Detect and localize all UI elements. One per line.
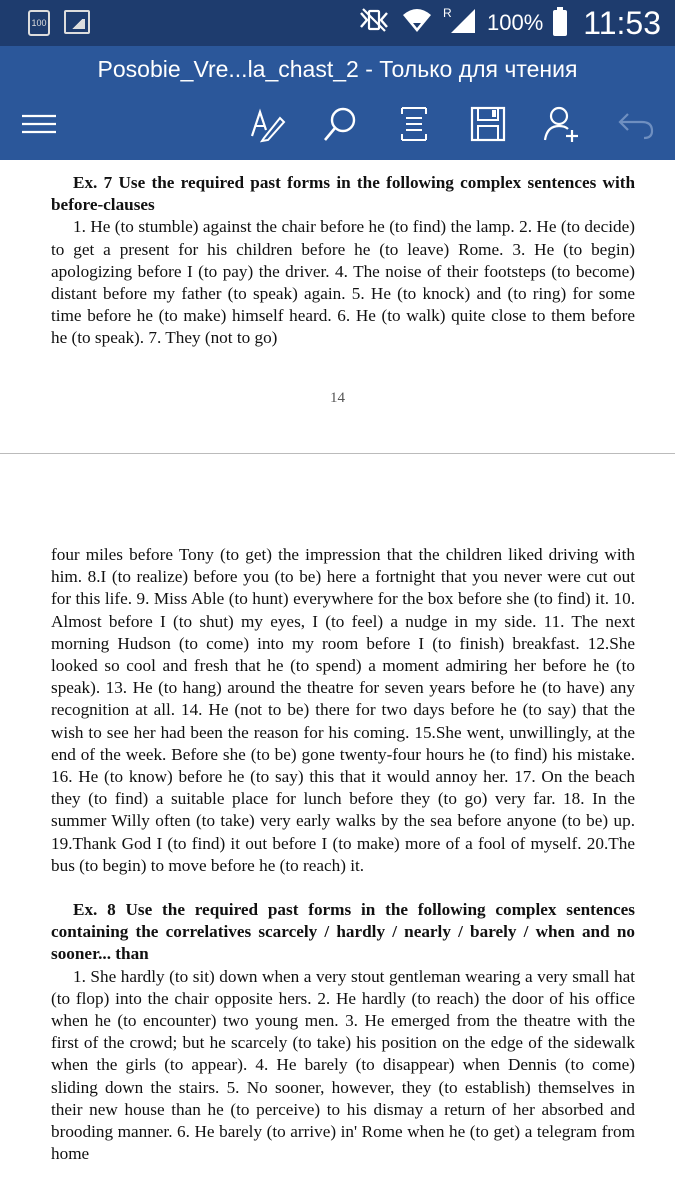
- edit-button[interactable]: [242, 100, 290, 148]
- gallery-icon: [64, 10, 90, 34]
- document-view[interactable]: [0, 160, 675, 1200]
- page-number: 14: [330, 390, 345, 406]
- exercise-7-body: 1. He (to stumble) against the chair before he (to find) the lamp. 2. He (to decide) to get a present for his children before he (to leave) Rome. 3. He (to begin) apologizing before I (to pay) the driver. 4. The noise of their footsteps (to become) distant before my father (to speak) again. 5. He (to knock) and (to ring) for some time before he (to make) himself heard. 6. He (to walk) quite close to them before he (to speak). 7. They (not to go): [51, 217, 635, 348]
- share-button[interactable]: [538, 100, 586, 148]
- page-15-text: [51, 544, 635, 1165]
- menu-icon: [18, 104, 58, 144]
- reading-view-button[interactable]: [390, 100, 438, 148]
- search-icon: [320, 104, 360, 144]
- exercise-7-heading: Ex. 7 Use the required past forms in the following complex sentences with before-clauses: [51, 173, 635, 215]
- exercise-8-body: 1. She hardly (to sit) down when a very stout gentleman wearing a very small hat (to flop) into the chair opposite hers. 2. He hardly (to reach) the door of his office when he (to encounter) two young men. 3. He emerged from the theatre with the first of the crowd; but he scarcely (to take) his position on the edge of the sidewalk when the girls (to appear). 4. He barely (to disappear) when Dennis (to come) sliding down the stairs. 5. No sooner, however, they (to establish) themselves in their new house than he (to perceive) to his dismay a return of her absorbed and brooding manner. 6. He barely (to arrive) in' Rome when he (to get) a telegram from home: [51, 966, 635, 1164]
- mute-vibrate-icon: [357, 7, 391, 39]
- battery-percentage: 100%: [487, 10, 544, 35]
- exercise-8-heading: Ex. 8 Use the required past forms in the following complex sentences containing the correlatives scarcely / hardly / nearly / barely / when and no sooner... than: [51, 900, 635, 964]
- clock: 11:53: [583, 4, 661, 41]
- share-person-icon: [542, 104, 582, 144]
- toolbar: [0, 100, 675, 150]
- status-bar: [0, 0, 675, 46]
- page-separator: [0, 453, 675, 454]
- menu-button[interactable]: [14, 100, 62, 148]
- reading-view-icon: [394, 104, 434, 144]
- notification-badge-text: 100: [31, 18, 47, 28]
- undo-icon: [616, 104, 656, 144]
- undo-button[interactable]: [612, 100, 660, 148]
- edit-pen-icon: [246, 104, 286, 144]
- signal-letter: R: [443, 6, 452, 20]
- wifi-icon: [401, 6, 433, 40]
- search-button[interactable]: [316, 100, 364, 148]
- page-14-text: [51, 172, 635, 350]
- exercise-7-continuation: four miles before Tony (to get) the impression that the children liked driving with him. 8.I (to realize) before you (to be) here a fortnight that you never were cut out for this life. 9. Miss Able (to hunt) everywhere for the box before she (to find) it. 10. Almost before I (to shut) my eyes, I (to feel) a nudge in my side. 11. The next morning Hudson (to come) into my room before I (to finish) breakfast. 12.She looked so cool and fresh that he (to spend) a moment admiring her before he (to speak). 13. He (to hang) around the theatre for seven years before he (to have) any recognition at all. 14. He (not to be) there for two days before he (to say) that the wish to see her had been the reason for his coming. 15.She went, unwillingly, at the end of the week. Before she (to be) gone twenty-four hours he (to find) his mistake. 16. He (to know) before he (to say) this that it would annoy her. 17. On the beach they (to find) a suitable place for lunch before they (to go) very far. 18. In the summer Willy often (to take) very early walks by the sea before anyone (to be) up. 19.Thank God I (to find) it out before I (to make) more of a fool of myself. 20.The bus (to begin) to move before he (to reach) it.: [51, 545, 635, 875]
- app-bar: [0, 46, 675, 160]
- save-icon: [468, 104, 508, 144]
- save-button[interactable]: [464, 100, 512, 148]
- document-title: Posobie_Vre...la_chast_2 - Только для чтения: [97, 56, 578, 82]
- battery-icon: [553, 10, 567, 36]
- notification-badge-icon: [28, 10, 50, 36]
- cell-signal-icon: [443, 5, 477, 41]
